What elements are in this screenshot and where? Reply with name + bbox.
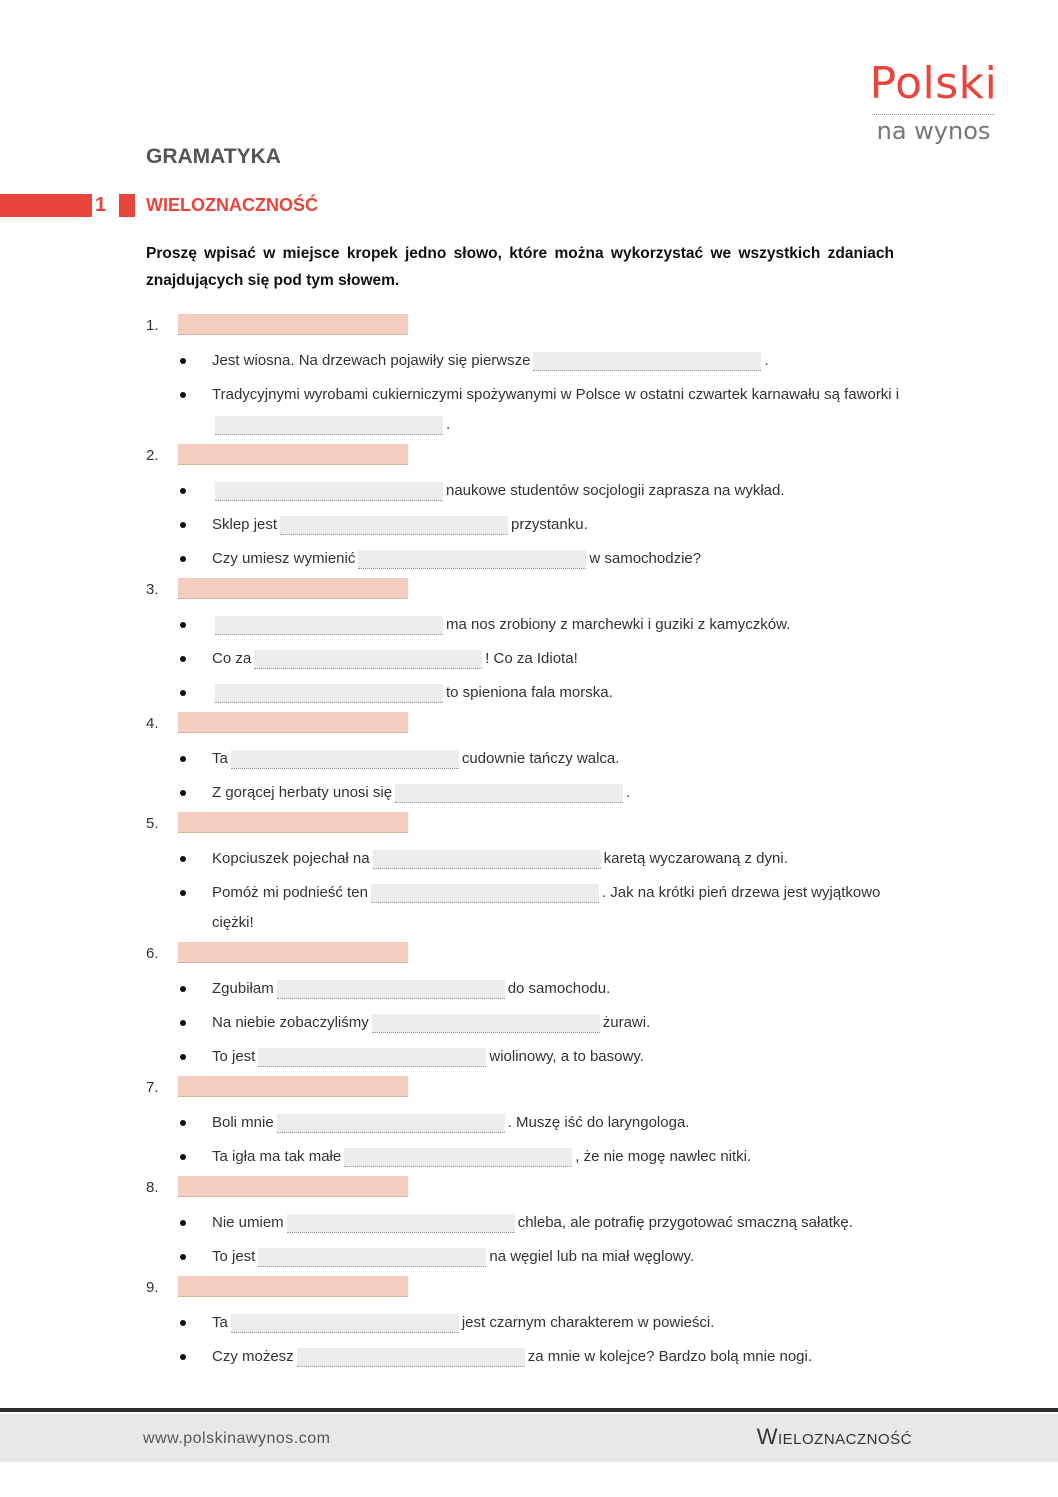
blank-field[interactable] <box>344 1148 572 1167</box>
sentence-before-text: Sklep jest <box>212 516 278 533</box>
bullet-icon <box>180 1120 186 1126</box>
exercise-list <box>146 314 926 1376</box>
sentence-item <box>146 346 926 376</box>
exercise-item-header <box>146 712 926 736</box>
sentence-after-text: . <box>446 416 451 433</box>
bullet-icon <box>180 690 186 696</box>
blank-field[interactable] <box>373 850 601 869</box>
blank-field[interactable] <box>277 1114 505 1133</box>
bullet-icon <box>180 756 186 762</box>
sentence-before-text: To jest <box>212 1048 256 1065</box>
bullet-icon <box>180 890 186 896</box>
sentence-item <box>146 380 926 440</box>
bullet-icon <box>180 1354 186 1360</box>
item-number: 1. <box>146 317 159 334</box>
sentence-item <box>146 1108 926 1138</box>
exercise-title: WIELOZNACZNOŚĆ <box>146 195 318 215</box>
blank-field[interactable] <box>215 482 443 501</box>
blank-field[interactable] <box>215 684 443 703</box>
sentence-item <box>146 644 926 674</box>
bullet-icon <box>180 1020 186 1026</box>
sentence-after-text: na węgiel lub na miał węglowy. <box>489 1248 695 1265</box>
sentence-before-text: Kopciuszek pojechał na <box>212 850 370 867</box>
exercise-item <box>146 314 926 440</box>
sentence-before-text: Czy umiesz wymienić <box>212 550 356 567</box>
item-number: 2. <box>146 447 159 464</box>
sentence-after-text: naukowe studentów socjologii zaprasza na wykład. <box>446 482 785 499</box>
item-number: 5. <box>146 815 159 832</box>
sentence-item <box>146 974 926 1004</box>
exercise-item-header <box>146 578 926 602</box>
bullet-icon <box>180 392 186 398</box>
answer-field[interactable] <box>178 712 408 733</box>
exercise-accent-marker <box>119 194 135 217</box>
sentence-before-text: Jest wiosna. Na drzewach pojawiły się pierwsze <box>212 352 531 369</box>
bullet-icon <box>180 856 186 862</box>
sentence-item <box>146 1042 926 1072</box>
footer-title: Wieloznaczność <box>756 1424 912 1449</box>
sentence-after-text: w samochodzie? <box>589 550 702 567</box>
sentence-before-text: Boli mnie <box>212 1114 274 1131</box>
exercise-item-header <box>146 942 926 966</box>
sentence-before-text: Z gorącej herbaty unosi się <box>212 784 393 801</box>
exercise-item <box>146 444 926 574</box>
sentence-item <box>146 744 926 774</box>
sentence-after-text: wiolinowy, a to basowy. <box>489 1048 644 1065</box>
sentence-before-text: To jest <box>212 1248 256 1265</box>
sentence-item <box>146 1342 926 1372</box>
blank-field[interactable] <box>258 1248 486 1267</box>
sentence-after-text: , że nie mogę nawlec nitki. <box>575 1148 752 1165</box>
sentence-after-text: ! Co za Idiota! <box>485 650 578 667</box>
exercise-number: 1 <box>95 194 107 216</box>
sentence-item <box>146 544 926 574</box>
answer-field[interactable] <box>178 444 408 465</box>
blank-field[interactable] <box>277 980 505 999</box>
item-number: 7. <box>146 1079 159 1096</box>
sentence-item <box>146 778 926 808</box>
exercise-item <box>146 1276 926 1372</box>
exercise-item <box>146 812 926 938</box>
logo-main-text: Polski <box>869 58 998 109</box>
answer-field[interactable] <box>178 1176 408 1197</box>
sentence-after-text: cudownie tańczy walca. <box>461 750 620 767</box>
blank-field[interactable] <box>395 784 623 803</box>
sentence-before-text: Pomóż mi podnieść ten <box>212 884 368 901</box>
answer-field[interactable] <box>178 942 408 963</box>
bullet-icon <box>180 1054 186 1060</box>
sentence-before-text: Czy możesz <box>212 1348 294 1365</box>
bullet-icon <box>180 1320 186 1326</box>
exercise-item <box>146 712 926 808</box>
exercise-item-header <box>146 1276 926 1300</box>
item-number: 9. <box>146 1279 159 1296</box>
logo-sub-text: na wynos <box>876 117 991 145</box>
sentence-after-text: przystanku. <box>511 516 588 533</box>
sentence-after-text: jest czarnym charakterem w powieści. <box>461 1314 715 1331</box>
sentence-before-text: Na niebie zobaczyliśmy <box>212 1014 369 1031</box>
sentence-item <box>146 1242 926 1272</box>
bullet-icon <box>180 1220 186 1226</box>
sentence-item <box>146 844 926 874</box>
sentence-before-text: Ta <box>212 1314 228 1331</box>
bullet-icon <box>180 358 186 364</box>
bullet-icon <box>180 488 186 494</box>
answer-field[interactable] <box>178 1276 408 1297</box>
exercise-item-header <box>146 314 926 338</box>
item-number: 4. <box>146 715 159 732</box>
item-number: 8. <box>146 1179 159 1196</box>
sentence-before-text: Tradycyjnymi wyrobami cukierniczymi spożywanymi w Polsce w ostatni czwartek karnawału są faworki i <box>212 386 900 403</box>
sentence-before-text: Co za <box>212 650 252 667</box>
answer-field[interactable] <box>178 812 408 833</box>
bullet-icon <box>180 1254 186 1260</box>
section-label: GRAMATYKA <box>146 145 281 168</box>
blank-field[interactable] <box>533 352 761 371</box>
exercise-item <box>146 1176 926 1272</box>
blank-field[interactable] <box>231 750 459 769</box>
bullet-icon <box>180 556 186 562</box>
blank-field[interactable] <box>280 516 508 535</box>
item-number: 6. <box>146 945 159 962</box>
exercise-item-header <box>146 444 926 468</box>
sentence-after-text: . Muszę iść do laryngologa. <box>507 1114 690 1131</box>
exercise-item <box>146 578 926 708</box>
sentence-after-text: żurawi. <box>602 1014 651 1031</box>
blank-field[interactable] <box>258 1048 486 1067</box>
logo-divider <box>872 114 995 115</box>
bullet-icon <box>180 1154 186 1160</box>
bullet-icon <box>180 986 186 992</box>
bullet-icon <box>180 522 186 528</box>
blank-field[interactable] <box>231 1314 459 1333</box>
sentence-after-text: za mnie w kolejce? Bardzo bolą mnie nogi. <box>527 1348 813 1365</box>
sentence-after-text: to spieniona fala morska. <box>446 684 613 701</box>
sentence-item <box>146 1308 926 1338</box>
blank-field[interactable] <box>297 1348 525 1367</box>
sentence-after-text: . <box>764 352 769 369</box>
blank-field[interactable] <box>358 550 586 569</box>
blank-field[interactable] <box>371 884 599 903</box>
sentence-before-text: Zgubiłam <box>212 980 274 997</box>
sentence-item <box>146 878 926 938</box>
bullet-icon <box>180 790 186 796</box>
sentence-after-text: do samochodu. <box>507 980 611 997</box>
answer-field[interactable] <box>178 578 408 599</box>
item-number: 3. <box>146 581 159 598</box>
sentence-after-text: . <box>626 784 631 801</box>
exercise-item-header <box>146 812 926 836</box>
exercise-item <box>146 942 926 1072</box>
sentence-item <box>146 476 926 506</box>
answer-field[interactable] <box>178 314 408 335</box>
blank-field[interactable] <box>254 650 482 669</box>
exercise-item-header <box>146 1076 926 1100</box>
bullet-icon <box>180 622 186 628</box>
sentence-after-text: karetą wyczarowaną z dyni. <box>603 850 788 867</box>
exercise-accent-bar <box>0 194 92 217</box>
sentence-before-text: Ta igła ma tak małe <box>212 1148 342 1165</box>
sentence-after-text: . Jak na krótki pień drzewa jest wyjątkowo ciężki! <box>212 884 881 931</box>
sentence-item <box>146 678 926 708</box>
exercise-item-header <box>146 1176 926 1200</box>
bullet-icon <box>180 656 186 662</box>
sentence-item <box>146 1208 926 1238</box>
blank-field[interactable] <box>287 1214 515 1233</box>
sentence-before-text: Ta <box>212 750 228 767</box>
instruction-text: Proszę wpisać w miejsce kropek jedno słowo, które można wykorzystać we wszystkich zdaniach znajdujących się pod tym słowem. <box>146 245 894 289</box>
blank-field[interactable] <box>372 1014 600 1033</box>
blank-field[interactable] <box>215 616 443 635</box>
sentence-after-text: ma nos zrobiony z marchewki i guziki z kamyczków. <box>446 616 791 633</box>
sentence-after-text: chleba, ale potrafię przygotować smaczną sałatkę. <box>517 1214 853 1231</box>
sentence-before-text: Nie umiem <box>212 1214 284 1231</box>
logo <box>866 58 1001 145</box>
footer-divider <box>0 1408 1058 1412</box>
sentence-item <box>146 510 926 540</box>
footer-url[interactable]: www.polskinawynos.com <box>143 1430 331 1447</box>
sentence-item <box>146 1008 926 1038</box>
blank-field[interactable] <box>215 416 443 435</box>
sentence-item <box>146 610 926 640</box>
sentence-item <box>146 1142 926 1172</box>
answer-field[interactable] <box>178 1076 408 1097</box>
exercise-item <box>146 1076 926 1172</box>
